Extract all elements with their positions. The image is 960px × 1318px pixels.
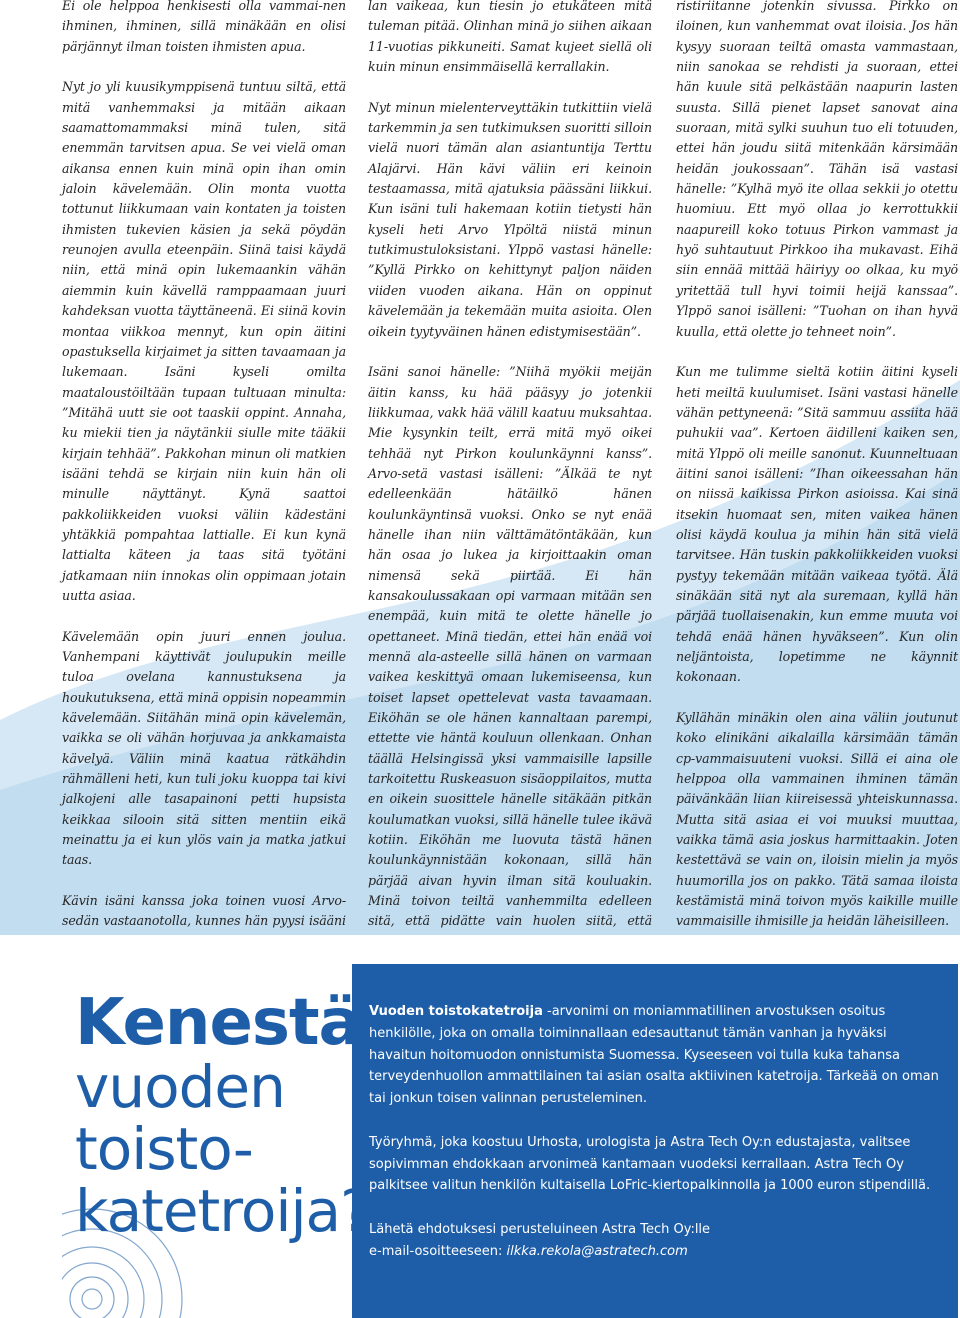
promo-headline: [75, 986, 370, 1245]
paragraph: lan vaikeaa, kun tiesin jo etukäteen mitä tuleman pitää. Olinhan minä jo siihen aikaan 11-vuotias pikkuneiti. Samat kujeet siellä oli kuin minun ensimmäisellä kerrallakin.: [368, 0, 652, 75]
promo-email-prefix: e-mail-osoitteeseen:: [369, 1243, 507, 1259]
article-column-3: [676, 0, 958, 935]
promo-paragraph-2: Työryhmä, joka koostuu Urhosta, urologista ja Astra Tech Oy:n edustajasta, valitsee sopivimman ehdokkaan arvonimeä kantamaan vuodeksi kerrallaan. Astra Tech Oy palkitsee valitun henkilön kultaisella LoFric-kiertopalkinnolla ja 1000 euron stipendillä.: [369, 1134, 931, 1194]
paragraph: Isäni sanoi hänelle: ”Niihä myökii meijän äitin kanss, ku hää pääsyy jo jotenkii liikkumaa, vakk hää välill kaatuu muksahtaa. Mie kysynkin teilt, errä mitä myö oikei tehhää nyt Pirkon koulunkäynni kanss”. Arvo-setä vastasi isälleni: ”Älkää te nyt edelleenkään hätäilkö hänen koulunkäyntinsä vuoksi. Onko se nyt enää hänelle ihan niin välttämätöntäkään, kun hän osaa jo lukea ja kirjoittaakin oman nimensä sekä piirtää. Ei hän kansakoulussakaan opi varmaan mitään sen enempää, kuin mitä te olette hänelle jo opettaneet. Minä tiedän, ettei hän enää voi mennä ala-asteelle sillä hänen on varmaan vaikea keskittyä omaan lukemiseensa, kun toiset lapset opettelevat vasta tavaamaan. Eiköhän se ole hänen kannaltaan parempi, ettette vie häntä kouluun ollenkaan. Onhan täällä Helsingissä yksi vammaisille lapsille tarkoitettu Ruskeasuon sisäoppilaitos, mutta en oikein suosittele hänelle sitäkään pitkän koulumatkan vuoksi, sillä hänelle tulee ikävä kotiin. Eiköhän me luovuta tästä hänen koulunkäynnistään kokonaan, sillä hän pärjää aivan hyvin ilman sitä kouluakin. Minä toivon teiltä vanhemmilta edelleen sitä, että pidätte vain huolen siitä, että: [368, 364, 652, 929]
promo-paragraph-1: [369, 1001, 939, 1110]
paragraph: Kyllähän minäkin olen aina väliin joutunut koko elinikäni aikalailla kärsimään tämän cp-vammaisuuteni vuoksi. Sillä ei aina ole helppoa olla vammainen ihminen tämän päivänkään liian kiireisessä yhteiskunnassa. Mutta sitä asiaa ei voi muuksi muuttaa, vaikka tämä asia joskus harmittaakin. Joten kestettävä se vain on, iloisin mielin ja myös huumorilla jos on pakko. Tätä samaa iloista kestämistä minä toivon myös kaikille muille vammaisille ihmisille ja heidän läheisilleen.: [676, 710, 958, 929]
paragraph: Nyt jo yli kuusikymppisenä tuntuu siltä, että mitä vanhemmaksi ja mitään aikaan saamattomammaksi minä tulen, sitä enemmän tarvitsen apua. Se vei vielä oman aikansa ennen kuin minä opin ihan omin jaloin kävelemään. Olin monta vuotta tottunut liikkumaan vain kontaten ja toisten ihmisten tukevien käsien ja sekä pöydän reunojen avulla eteenpäin. Siinä taisi käydä niin, että minä opin lukemaankin vähän aiemmin kuin kävellä ramppaamaan juuri kahdeksan vuotta täyttäneenä. Ei siinä kovin montaa viikkoa mennyt, kun opin äitini opastuksella kirjaimet ja sitten tavaamaan ja lukemaan. Isäni kyseli omilta maataloustöiltään tupaan tultuaan minulta: ”Mitähä uutt sie oot taaskii oppint. Annaha, ku miekii tien ja näytänkii siulle mite tääkii kirjain tehhää”. Pakkohan minun oli matkien isääni tehdä se kirjain niin kuin hän oli minulle näyttänyt. Kynä saattoi pakkoliikkeiden vuoksi väliin kädestäni yhtäkkiä pompahtaa lattialle. Ei kun kynä lattialta käteen ja taas sitä työtäni jatkamaan niin innokas olin oppimaan jotain uutta asiaa.: [62, 79, 346, 603]
promo-contact-line: Lähetä ehdotuksesi perusteluineen Astra Tech Oy:lle: [369, 1221, 711, 1237]
promo-paragraph-3: [369, 1219, 939, 1263]
headline-line: katetroija?: [75, 1177, 370, 1245]
paragraph: Ei ole helppoa henkisesti olla vammai-nen ihminen, ihminen, sillä minäkään en olisi pärjännyt ilman toisten ihmisten apua.: [62, 0, 346, 54]
promo-paragraph-1-text: -arvonimi on moniammatillinen arvostuksen osoitus henkilölle, joka on omalla toiminnallaan edesauttanut tämän vanhan ja hyväksi havaitun hoitomuodon onnistumista Suomessa. Kyseeseen voi tulla kuka tahansa terveydenhuollon ammattilainen tai asian osalta aktiivinen katetroija. Tärkeää on oman tai jonkun toisen valinnan perusteleminen.: [369, 1004, 939, 1107]
email-link[interactable]: ilkka.rekola@astratech.com: [506, 1243, 688, 1259]
headline-line: toisto-: [75, 1115, 253, 1183]
paragraph: Kävelemään opin juuri ennen joulua. Vanhempani käyttivät joulupukin meille tuloa ovelana kannustuksena ja houkutuksena, että minä oppisin nopeammin kävelemään. Siitähän minä opin kävelemän, vaikka se oli vähän horjuvaa ja ankkamaista kävelyä. Väliin minä kaatua rätkähdin rähmälleni heti, kun tuli joku kuoppa tai kivi jalkojeni alle tasapainoni petti hupsista keikkaa silooin sitä sitten mentiin eikä meinattu ja ei kun ylös vain ja matka jatkui taas.: [62, 628, 346, 868]
paragraph: Kun me tulimme sieltä kotiin äitini kyseli heti meiltä kuulumiset. Isäni vastasi hänelle vähän pettyneenä: ”Sitä sammuu assiita hää puhukii vaa”. Kertoen äidilleni kaiken sen, mitä Ylppö oli meille sanonut. Kuunneltuaan äitini sanoi isälleni: ”Ihan oikeessahan hän on niissä kaikissa Pirkon asioissa. Kai sinä itsekin huomaat sen, miten vaikea hänen olisi käydä koulua ja mihin hän sitä vielä tarvitsee. Hän tuskin pakkoliikkeiden vuoksi pystyy tekemään mitään vaikeaa työtä. Älä sinäkään sitä nyt ala suremaan, kyllä hän pärjää tuollaisenakin, kun emme muuta voi tehdä enää hänen hyväkseen”. Kun olin neljäntoista, lopetimme ne käynnit kokonaan.: [676, 364, 958, 685]
paragraph: Nyt minun mielenterveyttäkin tutkittiin vielä tarkemmin ja sen tutkimuksen suoritti silloin vielä nuori tämän alan asiantuntija Terttu Alajärvi. Hän kävi väliin eri keinoin testaamassa, mitä ajatuksia päässäni liikkui. Kun isäni tuli hakemaan kotiin tietysti hän kyseli heti Arvo Ylpöltä niistä minun tutkimustuloksistani. Ylppö vastasi hänelle: ”Kyllä Pirkko on kehittynyt paljon näiden viiden vuoden aikana. Hän on oppinut kävelemään ja tekemään muita asioita. Olen oikein tyytyväinen hänen edistymisestään”.: [368, 99, 652, 339]
paragraph: Kävin isäni kanssa joka toinen vuosi Arvo-sedän vastaanotolla, kunnes hän pyysi isääni: [62, 893, 346, 929]
article-column-2: [368, 0, 652, 935]
promo-lead: Vuoden toistokatetroija: [369, 1004, 543, 1019]
article-column-1: [62, 0, 346, 935]
paragraph: ristiriitanne jotenkin sivussa. Pirkko on iloinen, kun vanhemmat ovat iloisia. Jos hän kysyy suoraan teiltä omasta vammastaan, niin sanokaa se rehdisti ja suoraan, ettei hän kuule sitä pelkästään naapurin lasten suusta. Sillä pienet lapset sanovat aina suoraan, mitä sylki suuhun tuo eli totuuden, ettei hän joudu siitä mitenkään kärsimään heidän joukossaan”. Tähän isä vastasi hänelle: ”Kylhä myö ite ollaa sekkii jo otettu huomiuu. Ett myö ollaa jo kerrottukkii naapureill koko totuus Pirkon vammast ja hyö suhtautuut Pirkkoo iha mukavast. Eihä siin ennää mittää häiriyy oo olkaa, ku myö yritettää tull hyvi toimii heijä kanssaa”. Ylppö sanoi isälleni: ”Tuohan on ihan hyvä kuulla, että olette jo tehneet noin”.: [676, 0, 958, 339]
promo-text: [369, 1001, 939, 1284]
headline-line: vuoden: [75, 1053, 285, 1121]
headline-bold: Kenestä: [75, 986, 361, 1060]
